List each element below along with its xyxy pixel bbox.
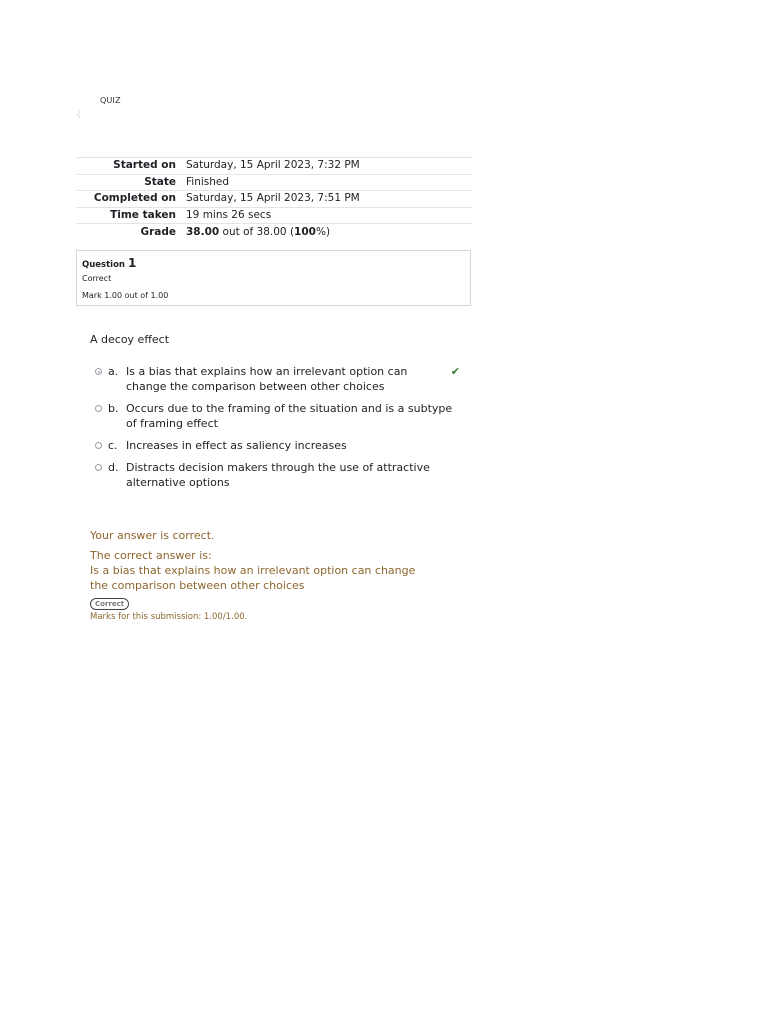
breadcrumb[interactable]: QUIZ [100,96,121,105]
answer-letter: a. [108,365,119,378]
question-mark: Mark 1.00 out of 1.00 [82,291,169,300]
answer-text: Occurs due to the framing of the situation and is a subtype of framing effect [126,402,453,430]
summary-value: Saturday, 15 April 2023, 7:51 PM [186,191,472,208]
question-number-value: 1 [127,256,137,270]
answer-option-d[interactable] [95,460,460,490]
answer-letter: b. [108,402,119,415]
grade-suffix: %) [315,225,331,238]
radio-button-selected[interactable] [95,368,102,375]
right-answer-label: The correct answer is: [90,549,212,562]
right-answer-text: Is a bias that explains how an irrelevant option can change the comparison between other choices [90,564,416,592]
answer-text: Distracts decision makers through the use of attractive alternative options [126,461,430,489]
correct-badge: Correct [90,598,129,610]
question-number-prefix: Question [82,260,128,270]
radio-button[interactable] [95,405,102,412]
summary-label: Started on [76,158,186,175]
answer-option-b[interactable] [95,401,460,431]
radio-button[interactable] [95,442,102,449]
summary-row [76,207,472,224]
answer-text: Is a bias that explains how an irrelevant option can change the comparison between other choices [126,365,408,393]
question-number [82,256,136,270]
summary-value: Saturday, 15 April 2023, 7:32 PM [186,158,472,175]
summary-row-grade [76,224,472,241]
attempt-summary-table [76,157,472,240]
grade-label: Grade [76,224,186,241]
answer-letter: c. [108,439,118,452]
stray-mark: ·( [75,110,81,119]
radio-button[interactable] [95,464,102,471]
grade-value [186,224,472,241]
summary-label: Completed on [76,191,186,208]
answer-option-a[interactable] [95,364,460,394]
summary-value: 19 mins 26 secs [186,207,472,224]
question-info-box [76,250,471,306]
question-text: A decoy effect [90,333,170,346]
summary-value: Finished [186,174,472,191]
question-state: Correct [82,274,112,283]
answer-letter: d. [108,461,119,474]
feedback-section [90,528,430,593]
check-icon: ✔ [450,365,460,378]
grade-percent: 100 [294,225,316,238]
answer-text: Increases in effect as saliency increases [126,439,347,452]
summary-row [76,174,472,191]
grade-score: 38.00 [186,225,220,238]
summary-label: State [76,174,186,191]
answer-option-c[interactable] [95,438,460,453]
specific-feedback: Your answer is correct. [90,529,215,542]
answer-options [95,364,460,497]
grade-out-of: out of 38.00 ( [219,225,295,238]
marks-for-submission: Marks for this submission: 1.00/1.00. [90,612,248,622]
summary-row [76,191,472,208]
summary-row [76,158,472,175]
summary-label: Time taken [76,207,186,224]
